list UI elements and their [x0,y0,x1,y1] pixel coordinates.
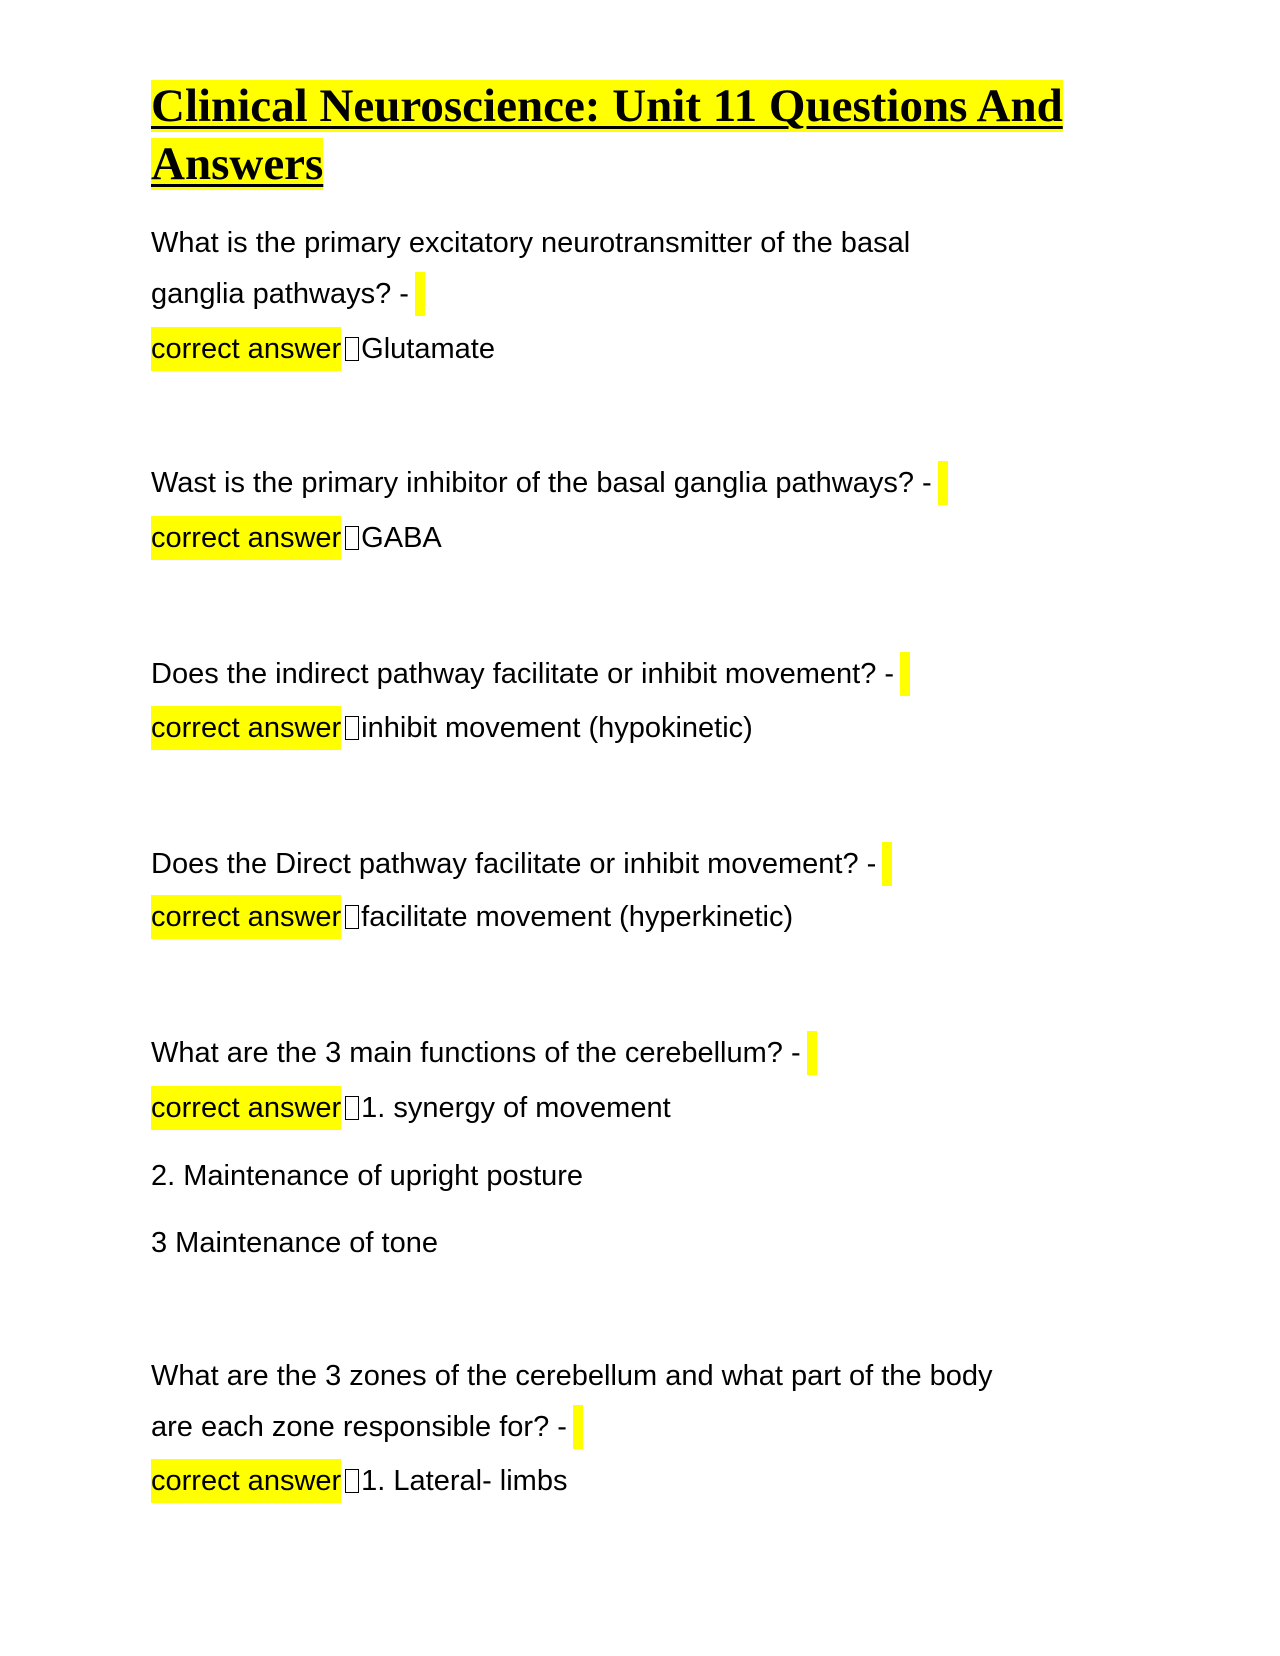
answer-line [151,516,442,560]
question-text: Does the indirect pathway facilitate or inhibit movement? - [151,652,910,696]
missing-glyph-icon [345,905,359,929]
question-text: are each zone responsible for? - [151,1405,583,1449]
highlight-marker [415,272,425,316]
question-text: What are the 3 zones of the cerebellum and what part of the body [151,1360,993,1392]
question-text: Does the Direct pathway facilitate or inhibit movement? - [151,842,892,886]
answer-label: correct answer [151,1086,341,1130]
question-text: Wast is the primary inhibitor of the basal ganglia pathways? - [151,461,948,505]
answer-text: Glutamate [361,333,495,365]
missing-glyph-icon [345,716,359,740]
answer-text: 3 Maintenance of tone [151,1227,438,1259]
answer-label: correct answer [151,516,341,560]
highlight-marker [573,1405,583,1449]
answer-text: facilitate movement (hyperkinetic) [361,901,794,933]
answer-line [151,1086,671,1130]
missing-glyph-icon [345,1469,359,1493]
missing-glyph-icon [345,1096,359,1120]
highlight-marker [807,1031,817,1075]
answer-label: correct answer [151,706,341,750]
highlight-marker [882,842,892,886]
answer-line [151,1459,567,1503]
missing-glyph-icon [345,337,359,361]
answer-line [151,895,793,939]
answer-line [151,327,495,371]
answer-line [151,706,753,750]
answer-text: 2. Maintenance of upright posture [151,1160,584,1192]
answer-text: GABA [361,522,442,554]
highlight-marker [938,461,948,505]
missing-glyph-icon [345,526,359,550]
document-title-cont: Answers [151,138,324,190]
answer-text: 1. synergy of movement [361,1092,671,1124]
question-text: What are the 3 main functions of the cerebellum? - [151,1031,817,1075]
document-title: Clinical Neuroscience: Unit 11 Questions And [151,80,1063,132]
answer-label: correct answer [151,327,341,371]
answer-label: correct answer [151,895,341,939]
answer-text: 1. Lateral- limbs [361,1465,568,1497]
answer-text: inhibit movement (hypokinetic) [361,712,753,744]
answer-label: correct answer [151,1459,341,1503]
highlight-marker [900,652,910,696]
question-text: What is the primary excitatory neurotransmitter of the basal [151,227,911,259]
question-text: ganglia pathways? - [151,272,425,316]
